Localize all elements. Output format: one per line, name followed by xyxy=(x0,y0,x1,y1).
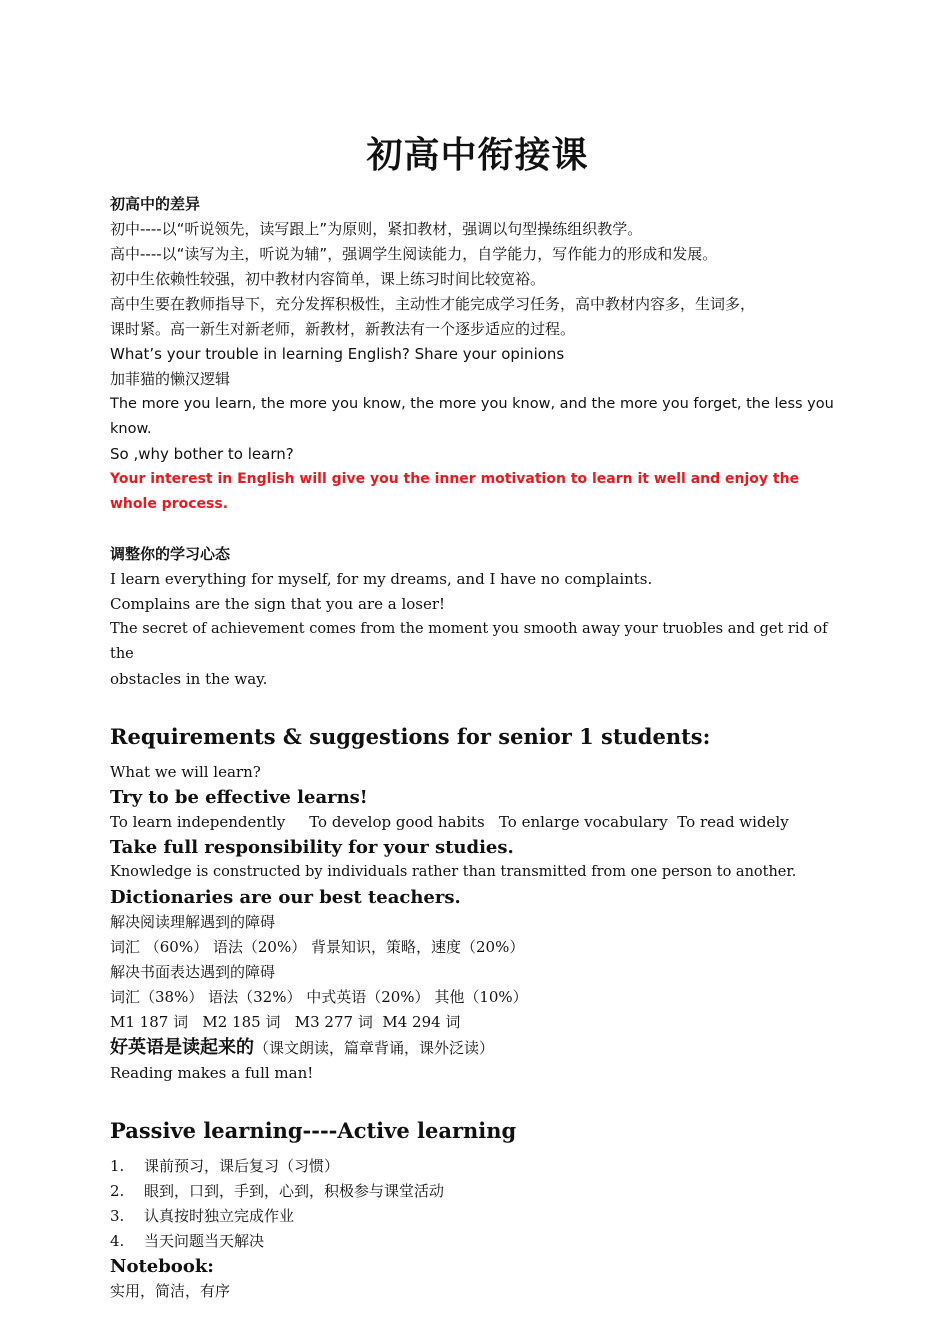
req-try: Try to be effective learns! xyxy=(110,787,368,808)
interest-line: Your interest in English will give you the inner motivation to learn it well and enjoy the whole process. xyxy=(110,471,800,512)
reading-stats: 词汇 （60%） 语法（20%） 背景知识，策略，速度（20%） xyxy=(110,938,525,956)
list-text: 课前预习，课后复习（习惯） xyxy=(144,1157,340,1175)
page-title: 初高中衔接课 xyxy=(366,134,589,176)
section-heading-requirements: Requirements & suggestions for senior 1 students: xyxy=(110,724,711,749)
question-line: What’s your trouble in learning English? Share your opinions xyxy=(110,345,565,363)
req-what: What we will learn? xyxy=(110,763,261,781)
section-heading-differences: 初高中的差异 xyxy=(110,195,201,213)
diff-line: 高中----以“读写为主，听说为辅”，强调学生阅读能力，自学能力，写作能力的形成和发展。 xyxy=(110,245,718,263)
spacer xyxy=(110,1146,845,1154)
list-number: 1. xyxy=(110,1157,125,1175)
logic-line: The more you learn, the more you know, the more you know, and the more you forget, the less you know. xyxy=(110,396,834,437)
spacer xyxy=(110,517,845,542)
list-item xyxy=(110,1229,845,1254)
req-dict: Dictionaries are our best teachers. xyxy=(110,887,461,908)
list-item xyxy=(110,1154,845,1179)
section-heading-passive: Passive learning----Active learning xyxy=(110,1118,517,1143)
mindset-line: Complains are the sign that you are a loser! xyxy=(110,595,446,613)
list-number: 3. xyxy=(110,1207,125,1225)
good-english-note: （课文朗读，篇章背诵，课外泛读） xyxy=(254,1039,495,1057)
spacer xyxy=(110,752,845,760)
section-heading-mindset: 调整你的学习心态 xyxy=(110,545,231,563)
writing-obstacle: 解决书面表达遇到的障碍 xyxy=(110,963,276,981)
req-take: Take full responsibility for your studies. xyxy=(110,837,514,858)
list-text: 认真按时独立完成作业 xyxy=(144,1207,295,1225)
good-english-bold: 好英语是读起来的 xyxy=(110,1037,254,1058)
spacer xyxy=(110,692,845,722)
list-text: 眼到，口到，手到，心到，积极参与课堂活动 xyxy=(144,1182,445,1200)
module-word-counts: M1 187 词 M2 185 词 M3 277 词 M4 294 词 xyxy=(110,1013,461,1031)
mindset-line: I learn everything for myself, for my dreams, and I have no complaints. xyxy=(110,570,653,588)
garfield-line: 加菲猫的懒汉逻辑 xyxy=(110,370,231,388)
document-page xyxy=(110,128,845,1304)
reading-obstacle: 解决阅读理解遇到的障碍 xyxy=(110,913,276,931)
diff-line: 高中生要在教师指导下，充分发挥积极性，主动性才能完成学习任务，高中教材内容多，生词多， xyxy=(110,295,756,313)
mindset-line: The secret of achievement comes from the moment you smooth away your truobles and get rid of the xyxy=(110,621,828,662)
mindset-line: obstacles in the way. xyxy=(110,670,268,688)
req-knowledge: Knowledge is constructed by individuals rather than transmitted from one person to another. xyxy=(110,864,797,880)
notebook-desc: 实用，简洁，有序 xyxy=(110,1282,231,1300)
list-item xyxy=(110,1179,845,1204)
writing-stats: 词汇（38%） 语法（32%） 中式英语（20%） 其他（10%） xyxy=(110,988,528,1006)
logic-line: So ,why bother to learn? xyxy=(110,445,294,463)
list-number: 2. xyxy=(110,1182,125,1200)
diff-line: 初中----以“听说领先，读写跟上”为原则，紧扣教材，强调以句型操练组织教学。 xyxy=(110,220,643,238)
list-text: 当天问题当天解决 xyxy=(144,1232,265,1250)
list-number: 4. xyxy=(110,1232,125,1250)
reading-man-line: Reading makes a full man! xyxy=(110,1064,314,1082)
good-english-line xyxy=(110,1035,845,1061)
active-learning-list xyxy=(110,1154,845,1254)
notebook-heading: Notebook: xyxy=(110,1256,214,1277)
diff-line: 课时紧。高一新生对新老师，新教材，新教法有一个逐步适应的过程。 xyxy=(110,320,576,338)
list-item xyxy=(110,1204,845,1229)
req-to-line: To learn independently To develop good habits To enlarge vocabulary To read widely xyxy=(110,813,789,831)
diff-line: 初中生依赖性较强，初中教材内容简单，课上练习时间比较宽裕。 xyxy=(110,270,546,288)
spacer xyxy=(110,1086,845,1116)
